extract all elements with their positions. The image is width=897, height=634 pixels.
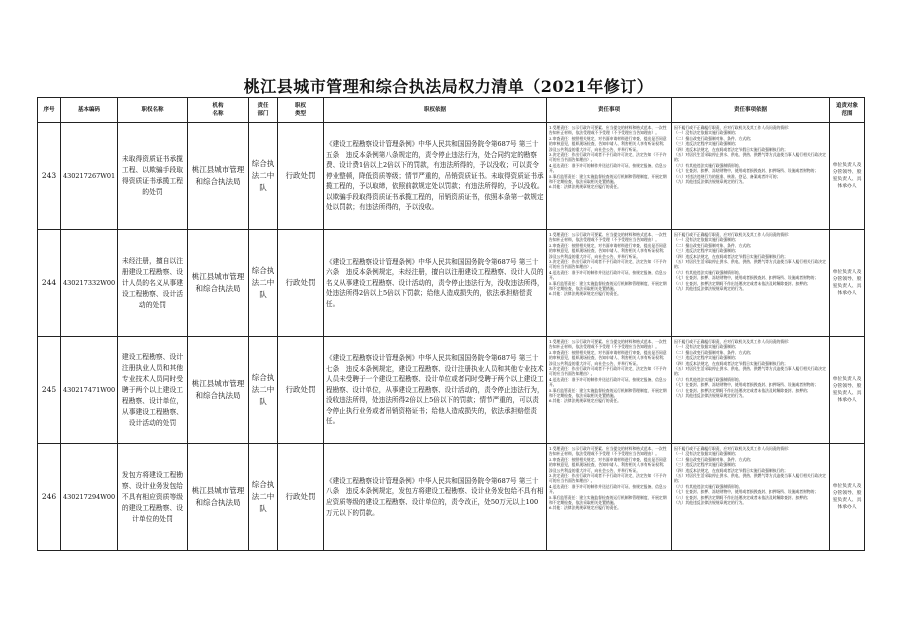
responsibility-basis-item: （八）在查封、扣押法定期间不作出处理决定或者未依法及时解除查封、扣押的；: [674, 387, 811, 393]
responsibility-basis-item: （七）在查封、扣押、冻结财物中，使用或者损毁查封、扣押场所、设施或者财物的；: [674, 168, 819, 174]
row-basis: 《建设工程勘察设计管理条例》中华人民共和国国务院令第687号 第三十七条 违反本条例规定，建设工程勘察、设计注册执业人员和其他专业技术人员未受聘于一个建设工程勘察、设计单位或者同时受聘于两个以上建设工程勘察、设计单位，从事建设工程勘察、设计活动的，责令停止违法行为，没收违法所得，处违法所得2倍以上5倍以下的罚款；情节严重的，可以责令停止执行业务或者吊销资格证书；给他人造成损失的，依法承担赔偿责任。: [324, 337, 547, 444]
responsibility-basis-item: （二）擅自改变行政强制对象、条件、方式的；: [674, 135, 754, 141]
responsibility-basis-item: （八）在查封、扣押法定期间不作出处理决定或者未依法及时解除查封、扣押的；: [674, 494, 811, 500]
responsibility-basis-item: （一）没有法定依据实施行政强制的；: [674, 451, 739, 457]
row-responsibilities: [547, 337, 672, 444]
responsibility-item: 1.受理责任：公示行政许可要素、应当提交的材料和格式范本、一次性告知补正材料，依法受理或不予受理（不予受理应当告知理由）。: [549, 446, 667, 457]
header-row: [38, 98, 865, 123]
responsibility-item: 5.事后监管责任：建立实施监督检查的运行机制和管理制度，开展定期和不定期检查，依法采取相关处置措施。: [549, 280, 667, 292]
responsibility-basis-item: （四）违反本法规定，在夜间或者法定节假日实施行政强制执行的；: [674, 146, 788, 152]
row-responsibility-basis: [672, 444, 830, 551]
responsibility-item: 6.其他：法律法规规章规定应履行的责任。: [549, 398, 621, 404]
responsibility-item: 4.送达责任：准予许可的制作并送达行政许可证，按规定报备，信息公开。: [549, 483, 667, 495]
page-title: 桃江县城市管理和综合执法局权力清单（2021年修订）: [243, 77, 654, 96]
row-responsibility-basis: [672, 230, 830, 337]
row-dept: 综合执法二中队: [249, 337, 278, 444]
header-obj: 追责对象 范围: [830, 98, 865, 123]
row-dept: 综合执法二中队: [249, 123, 278, 230]
responsibility-item: 1.受理责任：公示行政许可要素、应当提交的材料和格式范本、一次性告知补正材料，依法受理或不予受理（不予受理应当告知理由）。: [549, 125, 667, 136]
row-seq: 244: [38, 230, 61, 337]
header-org: 机构 名称: [188, 98, 249, 123]
responsibility-item: 3.决定责任：作出行政许可或者不予行政许可决定，法定告知（不予许可的应当书面告知理由）。: [549, 366, 667, 377]
responsibility-basis-item: 因不履行或不正确履行职责，应对行政机关及其工作人员问责的情形：: [674, 446, 792, 451]
row-type: 行政处罚: [278, 444, 324, 551]
responsibility-basis-item: （四）违反本法规定，在夜间或者法定节假日实施行政强制执行的；: [674, 253, 788, 259]
responsibility-basis-item: （九）其他违反法律法规规章规定的行为。: [674, 500, 747, 506]
row-power-name: 发包方将建设工程勘察、设计业务发包给不具有相应资质等级的建设工程勘察、设计单位的处罚: [118, 444, 188, 551]
responsibility-basis-item: （二）擅自改变行政强制对象、条件、方式的；: [674, 349, 754, 355]
row-code: 430217332W00: [61, 230, 118, 337]
responsibility-basis-item: （六）有其他违法实施行政强制情形的。: [674, 483, 743, 489]
table-row: [38, 230, 865, 337]
responsibility-basis-item: （一）没有法定依据实施行政强制的；: [674, 130, 739, 136]
responsibility-basis-item: （六）有其他违法实施行政强制情形的。: [674, 162, 743, 168]
responsibility-item: 3.决定责任：作出行政许可或者不予行政许可决定，法定告知（不予许可的应当书面告知理由）。: [549, 473, 667, 484]
row-seq: 243: [38, 123, 61, 230]
row-dept: 综合执法二中队: [249, 444, 278, 551]
row-seq: 246: [38, 444, 61, 551]
row-type: 行政处罚: [278, 123, 324, 230]
responsibility-basis-item: （九）其他违反法律法规规章规定的行为。: [674, 286, 747, 292]
responsibility-item: 4.送达责任：准予许可的制作并送达行政许可证，按规定报备，信息公开。: [549, 269, 667, 281]
table-row: [38, 337, 865, 444]
responsibility-basis-item: （三）违反法定程序实施行政强制的；: [674, 141, 739, 147]
row-accountability-scope: 单位负责人及分管领导、股室负责人、具体承办人: [830, 123, 865, 230]
responsibility-basis-item: （七）在查封、扣押、冻结财物中，使用或者损毁查封、扣押场所、设施或者财物的；: [674, 382, 819, 388]
row-seq: 245: [38, 337, 61, 444]
responsibility-basis-item: （五）对居民生活采取停止供水、供电、供热、供燃气等方式迫使当事人履行相关行政决定的；: [674, 152, 826, 163]
row-type: 行政处罚: [278, 337, 324, 444]
responsibility-item: 5.事后监管责任：建立实施监督检查的运行机制和管理制度，开展定期和不定期检查，依法采取相关处置措施。: [549, 494, 667, 506]
responsibility-item: 6.其他：法律法规规章规定应履行的责任。: [549, 291, 621, 297]
responsibility-basis-item: （三）违反法定程序实施行政强制的；: [674, 248, 739, 254]
responsibility-basis-item: （九）其他违反法律法规规章规定的行为。: [674, 179, 747, 185]
responsibility-basis-item: （五）对居民生活采取停止供水、供电、供热、供燃气等方式迫使当事人履行相关行政决定的；: [674, 366, 826, 377]
row-basis: 《建设工程勘察设计管理条例》中华人民共和国国务院令第687号 第三十五条 违反本条例第八条规定的，责令停止违法行为，处合同约定的勘察费、设计费1倍以上2倍以下的罚款，有违法所得的，予以没收；可以责令停业整顿，降低资质等级；情节严重的，吊销资质证书。未取得资质证书承揽工程的，予以取缔，依照前款规定处以罚款；有违法所得的，予以没收。以欺骗手段取得资质证书承揽工程的，吊销资质证书，依照本条第一款规定处以罚款；有违法所得的，予以没收。: [324, 123, 547, 230]
responsibility-basis-item: （七）在查封、扣押、冻结财物中，使用或者损毁查封、扣押场所、设施或者财物的；: [674, 489, 819, 495]
row-dept: 综合执法二中队: [249, 230, 278, 337]
row-accountability-scope: 单位负责人及分管领导、股室负责人、具体承办人: [830, 444, 865, 551]
responsibility-basis-item: （三）违反法定程序实施行政强制的；: [674, 462, 739, 468]
row-power-name: 建设工程勘察、设计注册执业人员和其他专业技术人员同时受聘于两个以上建设工程勘察、设计单位，从事建设工程勘察、设计活动的处罚: [118, 337, 188, 444]
row-org: 桃江县城市管理和综合执法局: [188, 337, 249, 444]
row-type: 行政处罚: [278, 230, 324, 337]
responsibility-item: 1.受理责任：公示行政许可要素、应当提交的材料和格式范本、一次性告知补正材料，依法受理或不予受理（不予受理应当告知理由）。: [549, 339, 667, 350]
row-org: 桃江县城市管理和综合执法局: [188, 123, 249, 230]
row-basis: 《建设工程勘察设计管理条例》中华人民共和国国务院令第687号 第三十八条 违反本条例规定，发包方将建设工程勘察、设计业务发包给不具有相应资质等级的建设工程勘察、设计单位的，责令改正，处50万元以上100万元以下的罚款。: [324, 444, 547, 551]
header-basis: 职权依据: [324, 98, 547, 123]
table-row: [38, 123, 865, 230]
responsibility-basis-item: （二）擅自改变行政强制对象、条件、方式的；: [674, 456, 754, 462]
responsibility-item: 5.事后监管责任：建立实施监督检查的运行机制和管理制度，开展定期和不定期检查，依法采取相关处置措施。: [549, 173, 667, 185]
responsibility-basis-item: （八）对违法违规行为的批准、核准、登记、备案或者许可的；: [674, 173, 781, 179]
header-code: 基本编码: [61, 98, 118, 123]
header-type: 职权 类型: [278, 98, 324, 123]
row-code: 430217267W01: [61, 123, 118, 230]
responsibility-item: 2.审查责任：按照相关规定，对书面申请材料进行审查，提出是否同意的审核意见，组织现场检查，告知申请人、利害相关人享有听证权利；涉及公共利益的重大许可，向社会公告，并举行听证。: [549, 242, 667, 259]
row-power-name: 未取得资质证书承揽工程、以欺骗手段取得资质证书承揽工程的处罚: [118, 123, 188, 230]
responsibility-basis-item: （五）对居民生活采取停止供水、供电、供热、供燃气等方式迫使当事人履行相关行政决定的；: [674, 473, 826, 484]
header-resp: 责任事项: [547, 98, 672, 123]
table-row: [38, 444, 865, 551]
responsibility-basis-item: 因不履行或不正确履行职责，应对行政机关及其工作人员问责的情形：: [674, 125, 792, 130]
responsibility-item: 4.送达责任：准予许可的制作并送达行政许可证，按规定报备，信息公开。: [549, 162, 667, 174]
responsibility-item: 3.决定责任：作出行政许可或者不予行政许可决定，法定告知（不予许可的应当书面告知理由）。: [549, 259, 667, 270]
header-name: 职权名称: [118, 98, 188, 123]
row-org: 桃江县城市管理和综合执法局: [188, 230, 249, 337]
responsibility-basis-item: （二）擅自改变行政强制对象、条件、方式的；: [674, 242, 754, 248]
header-rbasis: 责任事项依据: [672, 98, 830, 123]
row-responsibilities: [547, 230, 672, 337]
responsibility-item: 6.其他：法律法规规章规定应履行的责任。: [549, 184, 621, 190]
row-responsibility-basis: [672, 123, 830, 230]
row-code: 430217294W00: [61, 444, 118, 551]
header-dept: 责任 部门: [249, 98, 278, 123]
responsibility-basis-item: （五）对居民生活采取停止供水、供电、供热、供燃气等方式迫使当事人履行相关行政决定的；: [674, 259, 826, 270]
row-basis: 《建设工程勘察设计管理条例》中华人民共和国国务院令第687号 第三十六条 违反本条例规定，未经注册，擅自以注册建设工程勘察、设计人员的名义从事建设工程勘察、设计活动的，责令停止违法行为，没收违法所得，处违法所得2倍以上5倍以下罚款；给他人造成损失的，依法承担赔偿责任。: [324, 230, 547, 337]
responsibility-basis-item: （九）其他违反法律法规规章规定的行为。: [674, 393, 747, 399]
responsibility-basis-item: （一）没有法定依据实施行政强制的；: [674, 237, 739, 243]
responsibility-basis-item: 因不履行或不正确履行职责，应对行政机关及其工作人员问责的情形：: [674, 232, 792, 237]
responsibility-item: 2.审查责任：按照相关规定，对书面申请材料进行审查，提出是否同意的审核意见，组织现场检查，告知申请人、利害相关人享有听证权利；涉及公共利益的重大许可，向社会公告，并举行听证。: [549, 456, 667, 473]
responsibility-item: 3.决定责任：作出行政许可或者不予行政许可决定，法定告知（不予许可的应当书面告知理由）。: [549, 152, 667, 163]
responsibility-basis-item: 因不履行或不正确履行职责，应对行政机关及其工作人员问责的情形：: [674, 339, 792, 344]
responsibility-basis-item: （六）有其他违法实施行政强制情形的。: [674, 269, 743, 275]
row-responsibilities: [547, 123, 672, 230]
row-responsibility-basis: [672, 337, 830, 444]
header-seq: 序号: [38, 98, 61, 123]
responsibility-item: 2.审查责任：按照相关规定，对书面申请材料进行审查，提出是否同意的审核意见，组织现场检查，告知申请人、利害相关人享有听证权利；涉及公共利益的重大许可，向社会公告，并举行听证。: [549, 349, 667, 366]
responsibility-basis-item: （四）违反本法规定，在夜间或者法定节假日实施行政强制执行的；: [674, 360, 788, 366]
responsibility-basis-item: （八）在查封、扣押法定期间不作出处理决定或者未依法及时解除查封、扣押的；: [674, 280, 811, 286]
responsibility-basis-item: （三）违反法定程序实施行政强制的；: [674, 355, 739, 361]
row-accountability-scope: 单位负责人及分管领导、股室负责人、具体承办人: [830, 337, 865, 444]
responsibility-item: 6.其他：法律法规规章规定应履行的责任。: [549, 505, 621, 511]
responsibility-item: 4.送达责任：准予许可的制作并送达行政许可证，按规定报备，信息公开。: [549, 376, 667, 388]
responsibility-basis-item: （四）违反本法规定，在夜间或者法定节假日实施行政强制执行的；: [674, 467, 788, 473]
row-power-name: 未经注册，擅自以注册建设工程勘察、设计人员的名义从事建设工程勘察、设计活动的处罚: [118, 230, 188, 337]
responsibility-item: 2.审查责任：按照相关规定，对书面申请材料进行审查，提出是否同意的审核意见，组织现场检查，告知申请人、利害相关人享有听证权利；涉及公共利益的重大许可，向社会公告，并举行听证。: [549, 135, 667, 152]
power-list-table: [37, 97, 865, 551]
row-responsibilities: [547, 444, 672, 551]
responsibility-basis-item: （六）有其他违法实施行政强制情形的。: [674, 376, 743, 382]
responsibility-basis-item: （一）没有法定依据实施行政强制的；: [674, 344, 739, 350]
responsibility-item: 5.事后监管责任：建立实施监督检查的运行机制和管理制度，开展定期和不定期检查，依法采取相关处置措施。: [549, 387, 667, 399]
responsibility-item: 1.受理责任：公示行政许可要素、应当提交的材料和格式范本、一次性告知补正材料，依法受理或不予受理（不予受理应当告知理由）。: [549, 232, 667, 243]
responsibility-basis-item: （七）在查封、扣押、冻结财物中，使用或者损毁查封、扣押场所、设施或者财物的；: [674, 275, 819, 281]
row-code: 430217471W00: [61, 337, 118, 444]
row-accountability-scope: 单位负责人及分管领导、股室负责人、具体承办人: [830, 230, 865, 337]
row-org: 桃江县城市管理和综合执法局: [188, 444, 249, 551]
